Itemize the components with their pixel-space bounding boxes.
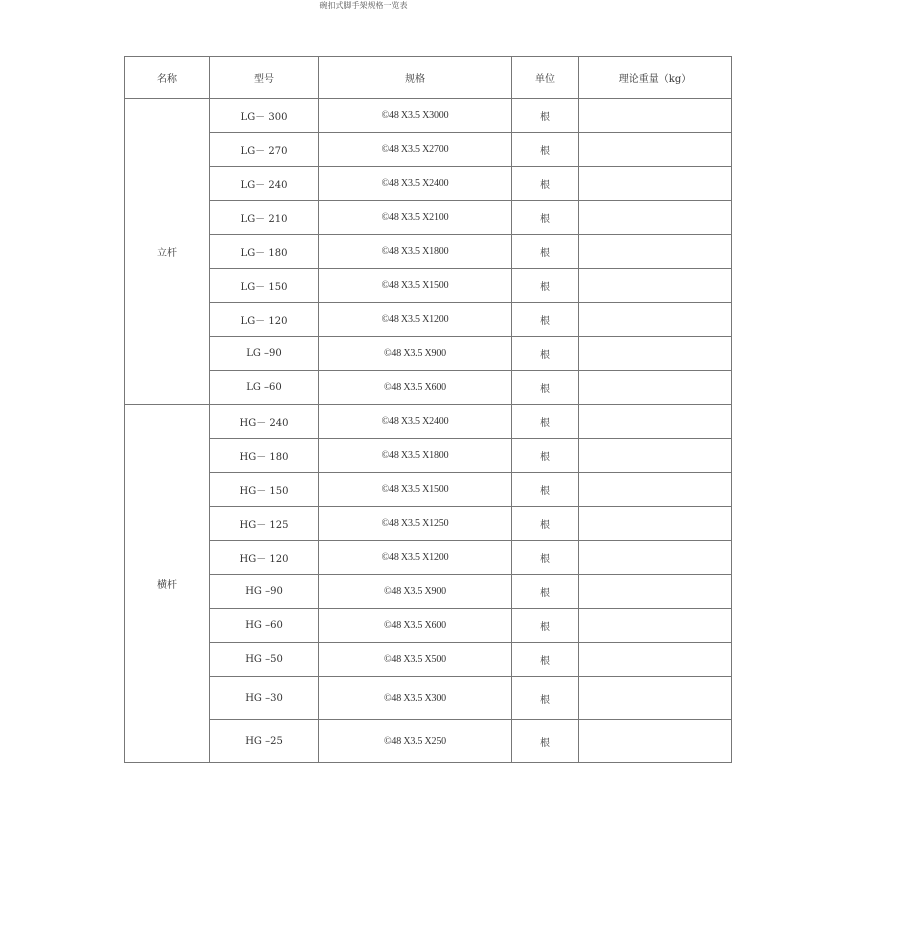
- unit-cell: 根: [512, 99, 579, 133]
- spec-cell: ©48 X3.5 X2700: [319, 133, 512, 167]
- model-cell: LG –90: [210, 337, 319, 371]
- table-row: [125, 575, 732, 609]
- weight-cell: [579, 167, 732, 201]
- spec-cell: ©48 X3.5 X1250: [319, 507, 512, 541]
- weight-cell: [579, 473, 732, 507]
- weight-cell: [579, 720, 732, 763]
- model-cell: LG –60: [210, 371, 319, 405]
- spec-cell: ©48 X3.5 X500: [319, 643, 512, 677]
- header-weight: 理论重量（kg）: [579, 57, 732, 99]
- weight-cell: [579, 201, 732, 235]
- model-cell: LG－ 150: [210, 269, 319, 303]
- weight-cell: [579, 541, 732, 575]
- model-cell: LG－ 210: [210, 201, 319, 235]
- spec-cell: ©48 X3.5 X1500: [319, 473, 512, 507]
- unit-cell: 根: [512, 337, 579, 371]
- group-name-cell: 横杆: [125, 405, 210, 763]
- table-row: [125, 507, 732, 541]
- unit-cell: 根: [512, 133, 579, 167]
- unit-cell: 根: [512, 439, 579, 473]
- unit-cell: 根: [512, 575, 579, 609]
- table-row: [125, 269, 732, 303]
- model-cell: HG－ 120: [210, 541, 319, 575]
- spec-cell: ©48 X3.5 X1800: [319, 439, 512, 473]
- weight-cell: [579, 575, 732, 609]
- table-row: [125, 167, 732, 201]
- table-row: [125, 609, 732, 643]
- spec-cell: ©48 X3.5 X600: [319, 609, 512, 643]
- unit-cell: 根: [512, 677, 579, 720]
- weight-cell: [579, 235, 732, 269]
- header-row: [125, 57, 732, 99]
- model-cell: LG－ 240: [210, 167, 319, 201]
- weight-cell: [579, 303, 732, 337]
- unit-cell: 根: [512, 371, 579, 405]
- unit-cell: 根: [512, 643, 579, 677]
- model-cell: HG－ 150: [210, 473, 319, 507]
- weight-cell: [579, 609, 732, 643]
- model-cell: HG –90: [210, 575, 319, 609]
- model-cell: LG－ 270: [210, 133, 319, 167]
- spec-cell: ©48 X3.5 X900: [319, 337, 512, 371]
- group-name-cell: 立杆: [125, 99, 210, 405]
- header-unit: 单位: [512, 57, 579, 99]
- spec-cell: ©48 X3.5 X900: [319, 575, 512, 609]
- unit-cell: 根: [512, 269, 579, 303]
- table-row: [125, 677, 732, 720]
- unit-cell: 根: [512, 609, 579, 643]
- table-row: [125, 439, 732, 473]
- model-cell: HG－ 125: [210, 507, 319, 541]
- spec-cell: ©48 X3.5 X1200: [319, 303, 512, 337]
- model-cell: HG –60: [210, 609, 319, 643]
- spec-cell: ©48 X3.5 X2400: [319, 405, 512, 439]
- table-row: [125, 99, 732, 133]
- unit-cell: 根: [512, 201, 579, 235]
- document-title: 碗扣式脚手架规格一览表: [319, 1, 408, 10]
- table-row: [125, 337, 732, 371]
- weight-cell: [579, 405, 732, 439]
- table-body: [125, 99, 732, 763]
- weight-cell: [579, 643, 732, 677]
- unit-cell: 根: [512, 405, 579, 439]
- unit-cell: 根: [512, 720, 579, 763]
- header-model: 型号: [210, 57, 319, 99]
- table-row: [125, 473, 732, 507]
- weight-cell: [579, 337, 732, 371]
- model-cell: HG –25: [210, 720, 319, 763]
- table-row: [125, 133, 732, 167]
- spec-cell: ©48 X3.5 X300: [319, 677, 512, 720]
- weight-cell: [579, 99, 732, 133]
- spec-cell: ©48 X3.5 X1800: [319, 235, 512, 269]
- model-cell: LG－ 180: [210, 235, 319, 269]
- model-cell: LG－ 120: [210, 303, 319, 337]
- table-row: [125, 405, 732, 439]
- unit-cell: 根: [512, 167, 579, 201]
- unit-cell: 根: [512, 507, 579, 541]
- spec-cell: ©48 X3.5 X1200: [319, 541, 512, 575]
- header-spec: 规格: [319, 57, 512, 99]
- unit-cell: 根: [512, 541, 579, 575]
- spec-cell: ©48 X3.5 X2400: [319, 167, 512, 201]
- table-row: [125, 235, 732, 269]
- spec-cell: ©48 X3.5 X2100: [319, 201, 512, 235]
- unit-cell: 根: [512, 303, 579, 337]
- model-cell: HG –50: [210, 643, 319, 677]
- weight-cell: [579, 371, 732, 405]
- table-row: [125, 720, 732, 763]
- spec-cell: ©48 X3.5 X1500: [319, 269, 512, 303]
- unit-cell: 根: [512, 235, 579, 269]
- weight-cell: [579, 507, 732, 541]
- unit-cell: 根: [512, 473, 579, 507]
- weight-cell: [579, 133, 732, 167]
- weight-cell: [579, 439, 732, 473]
- weight-cell: [579, 677, 732, 720]
- spec-table: [124, 56, 732, 763]
- header-name: 名称: [125, 57, 210, 99]
- table-row: [125, 643, 732, 677]
- model-cell: LG－ 300: [210, 99, 319, 133]
- table-row: [125, 541, 732, 575]
- table-row: [125, 303, 732, 337]
- table-row: [125, 371, 732, 405]
- weight-cell: [579, 269, 732, 303]
- model-cell: HG－ 240: [210, 405, 319, 439]
- model-cell: HG－ 180: [210, 439, 319, 473]
- spec-cell: ©48 X3.5 X3000: [319, 99, 512, 133]
- spec-cell: ©48 X3.5 X250: [319, 720, 512, 763]
- table-row: [125, 201, 732, 235]
- spec-cell: ©48 X3.5 X600: [319, 371, 512, 405]
- model-cell: HG –30: [210, 677, 319, 720]
